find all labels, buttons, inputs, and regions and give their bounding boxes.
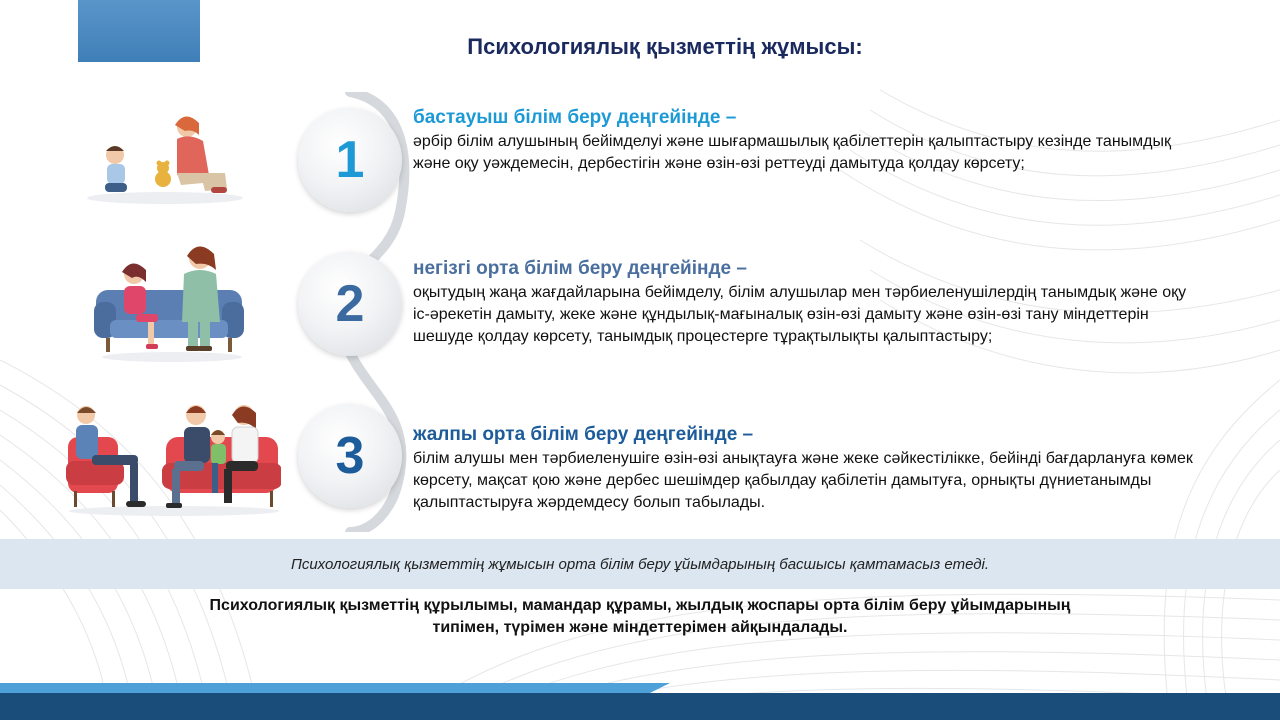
primary-level-heading: бастауыш білім беру деңгейінде – [413, 107, 737, 128]
step-number-3: 3 [298, 404, 402, 508]
primary-level-text: әрбір білім алушының бейімделуі және шығармашылық қабілеттерін қалыптастыру кезінде танымдық және оқу уәждемесін, дербестігін және өзін-өзі реттеуді дамытуда қолдау көрсету; [413, 133, 1171, 172]
mother-child-illustration [85, 105, 245, 205]
basic-secondary-level-text: оқытудың жаңа жағдайларына бейімделу, білім алушылар мен тәрбиеленушілердің танымдық және оқу іс-әрекетін дамыту, жеке және құндылық-мағыналық өзін-өзі дамыту және өзін-өзі тану міндеттерін шешуде қолдау көрсету, танымдық процестерге тұрақтылықты қалыптастыру; [413, 284, 1187, 345]
sofa-conversation-illustration [92, 240, 252, 362]
band-text: Психологиялық қызметтің жұмысын орта білім беру ұйымдарының басшысы қамтамасыз етеді. [290, 555, 990, 573]
general-secondary-level-heading: жалпы орта білім беру деңгейінде – [413, 424, 754, 445]
general-secondary-level-block [413, 424, 1203, 514]
step-number-1: 1 [298, 108, 402, 212]
footer-stripe-light [0, 683, 670, 693]
general-secondary-level-text: білім алушы мен тәрбиеленушіге өзін-өзі анықтауға және жеке сәйкестілікке, бейінді бағдарлануға көмек көрсету, мақсат қою және дербес шешімдер қабылдау қабілетін дамытуға, орнықты дүниетанымды қалыптастыруға жәрдемдесу болып табылады. [413, 450, 1193, 511]
bottom-note: Психологиялық қызметтің құрылымы, мамандар құрамы, жылдық жоспары орта білім беру ұйымдарының типімен, түрімен және міндеттерімен айқындалады. [209, 597, 1071, 636]
family-counseling-illustration [66, 403, 281, 516]
highlight-band [0, 539, 1280, 589]
footer-stripe-dark [0, 693, 1280, 720]
step-number-2: 2 [298, 252, 402, 356]
basic-secondary-level-block [413, 258, 1203, 348]
basic-secondary-level-heading: негізгі орта білім беру деңгейінде – [413, 258, 747, 279]
slide-title: Психологиялық қызметтің жұмысы: [467, 34, 863, 59]
primary-level-block [413, 107, 1203, 175]
